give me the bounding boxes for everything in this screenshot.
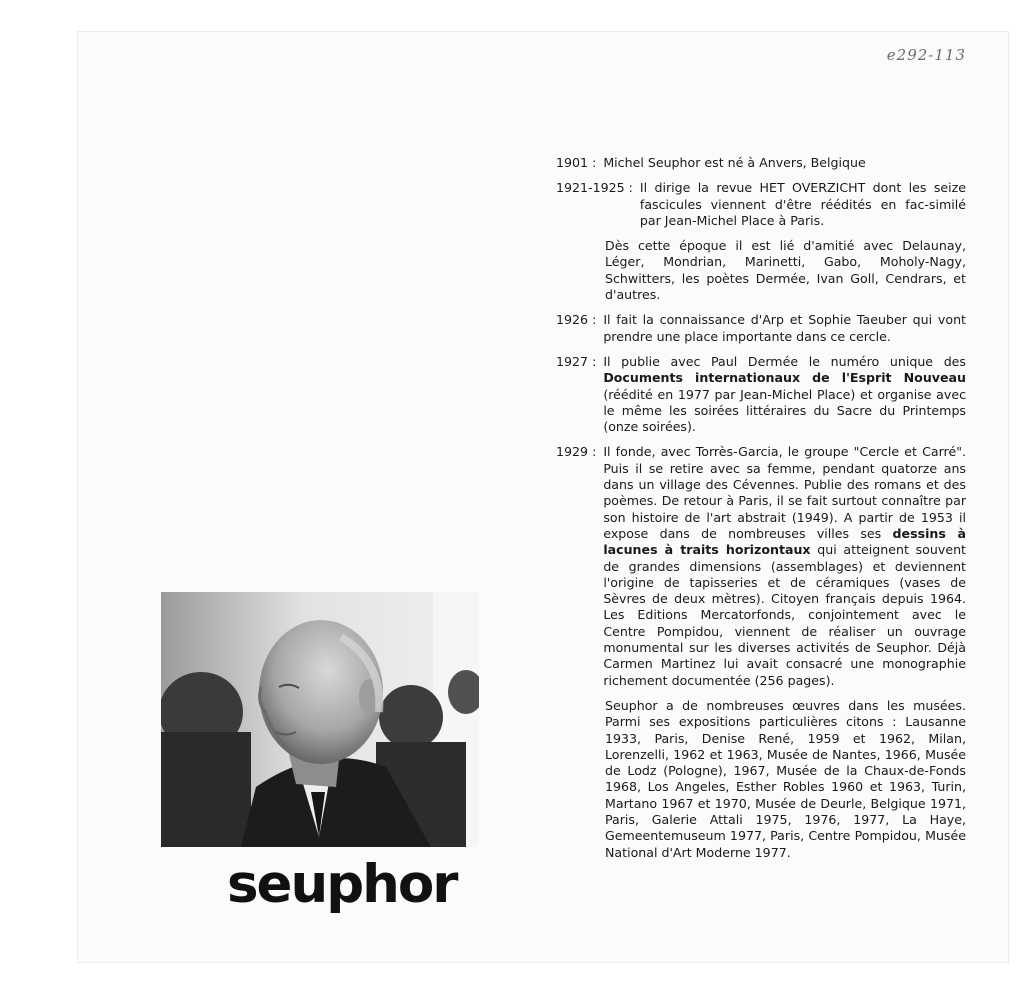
entry-year: 1927 : — [556, 354, 603, 435]
entry-text: Il fait la connaissance d'Arp et Sophie Taeuber qui vont prendre une place importante dans ce cercle. — [603, 312, 966, 344]
bio-entry-1901 — [556, 155, 966, 171]
entry-text — [603, 354, 966, 435]
entry-text-part: (réédité en 1977 par Jean-Michel Place) et organise avec le même les soirées littéraires du Sacre du Printemps (onze soirées). — [603, 386, 966, 435]
bio-paragraph-friendships: Dès cette époque il est lié d'amitié avec Delaunay, Léger, Mondrian, Marinetti, Gabo, Moholy-Nagy, Schwitters, les poètes Dermée, Ivan Goll, Cendrars, et d'autres. — [605, 238, 966, 303]
entry-year: 1901 : — [556, 155, 603, 171]
entry-text-part: Il publie avec Paul Dermée le numéro unique des — [603, 353, 966, 369]
portrait-photo — [161, 592, 479, 847]
bio-entry-1926 — [556, 312, 966, 345]
bio-paragraph-exhibitions: Seuphor a de nombreuses œuvres dans les musées. Parmi ses expositions particulières citons : Lausanne 1933, Paris, Denise René, 1959 et 1962, Milan, Lorenzelli, 1962 et 1963, Musée de Nantes, 1966, Musée de Lodz (Pologne), 1967, Musée de la Chaux-de-Fonds 1968, Los Angeles, Esther Robles 1960 et 1963, Turin, Martano 1967 et 1970, Musée de Deurle, Belgique 1971, Paris, Galerie Attali 1975, 1976, 1977, La Haye, Gemeentemuseum 1977, Paris, Centre Pompidou, Musée National d'Art Moderne 1977. — [605, 697, 966, 860]
entry-year: 1921-1925 : — [556, 180, 640, 229]
entry-year: 1929 : — [556, 444, 603, 688]
entry-text: Il dirige la revue HET OVERZICHT dont les seize fascicules viennent d'être réédités en fac-similé par Jean-Michel Place à Paris. — [639, 180, 966, 228]
entry-text: Michel Seuphor est né à Anvers, Belgique — [603, 155, 866, 170]
entry-text-part: qui atteignent souvent de grandes dimensions (assemblages) et deviennent l'origine de tapisseries et de céramiques (vases de Sèvres de deux mètres). Citoyen français depuis 1964. Les Editions Mercatorfonds, conjointement avec le Centre Pompidou, viennent de réaliser un ouvrage monumental sur les diverses activités de Seuphor. Déjà Carmen Martinez lui avait consacré une monographie richement documentée (256 pages). — [603, 542, 966, 688]
catalog-page — [78, 32, 1008, 962]
biography-text — [556, 155, 966, 870]
artist-name-title: seuphor — [227, 854, 457, 915]
entry-text — [603, 444, 966, 688]
bio-entry-1921-1925 — [556, 180, 966, 229]
entry-bold-title: dessins à lacunes à traits horizontaux — [603, 525, 966, 558]
bio-entry-1929 — [556, 444, 966, 688]
handwritten-catalog-number: e292-113 — [886, 46, 966, 64]
bio-entry-1927 — [556, 354, 966, 435]
entry-text-part: Il fonde, avec Torrès-Garcia, le groupe "Cercle et Carré". Puis il se retire avec sa femme, pendant quatorze ans dans un village des Cévennes. Publie des romans et des poèmes. De retour à Paris, il se fait surtout connaître par son histoire de l'art abstrait (1949). A partir de 1953 il expose dans de nombreuses villes ses — [603, 444, 966, 541]
entry-year: 1926 : — [556, 312, 603, 345]
entry-bold-title: Documents internationaux de l'Esprit Nouveau — [603, 370, 966, 386]
portrait-illustration — [161, 592, 479, 847]
